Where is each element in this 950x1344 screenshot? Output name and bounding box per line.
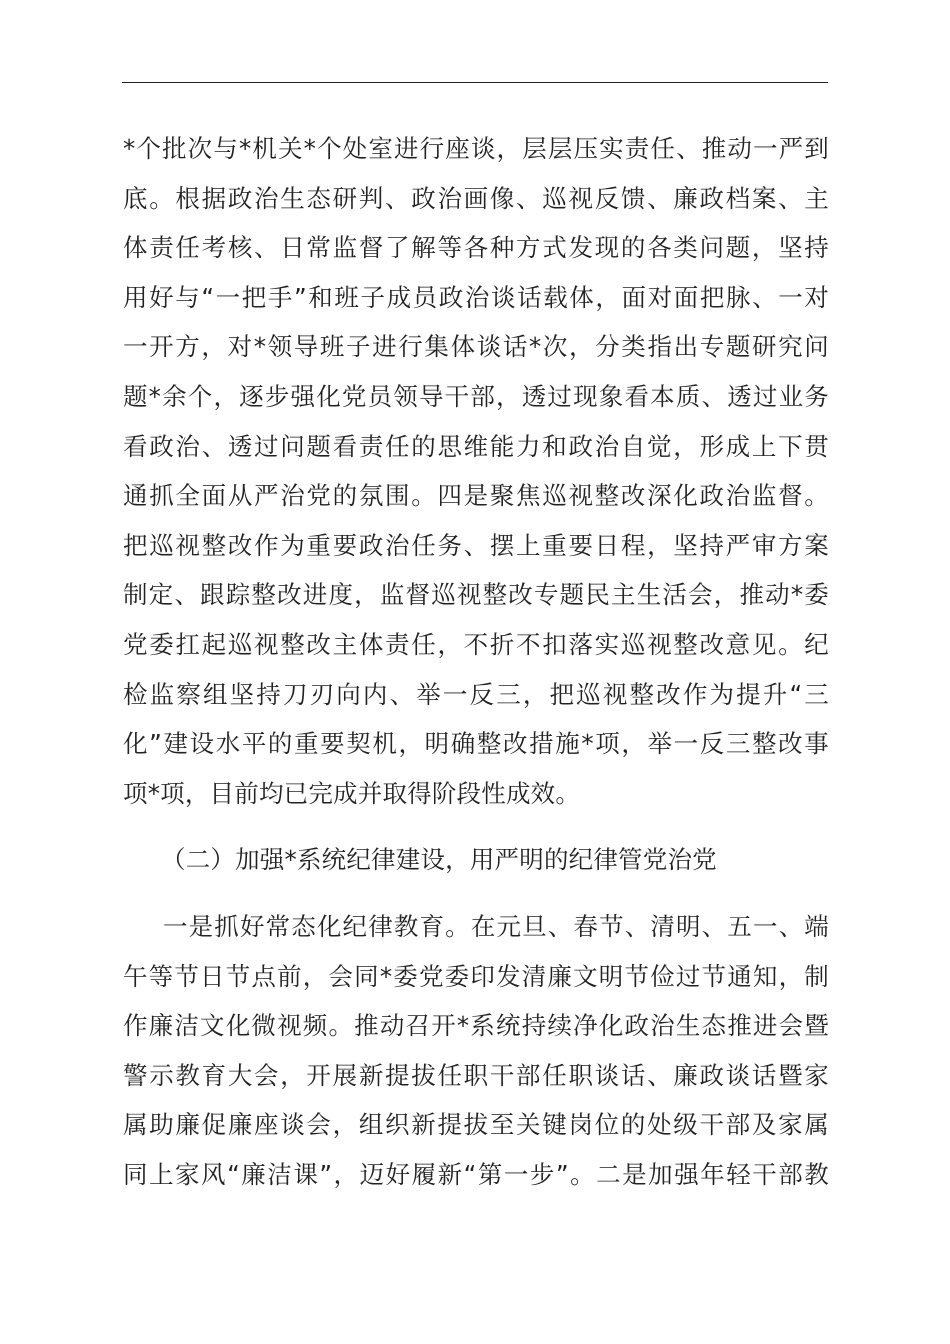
text-line: 一是抓好常态化纪律教育。在元旦、春节、清明、五一、端 — [163, 911, 829, 941]
text-line: *个批次与*机关*个处室进行座谈，层层压实责任、推动一严到 — [123, 134, 829, 163]
text-line: 检监察组坚持刀刃向内、举一反三，把巡视整改作为提升“三 — [123, 679, 829, 709]
paragraph-gap — [123, 818, 829, 835]
text-line: 一开方，对*领导班子进行集体谈话*次，分类指出专题研究问 — [123, 332, 829, 362]
text-line: 题*余个，逐步强化党员领导干部，透过现象看本质、透过业务 — [123, 381, 829, 411]
text-line: 化”建设水平的重要契机，明确整改措施*项，举一反三整改事 — [123, 729, 829, 759]
text-line: 用好与“一把手”和班子成员政治谈话载体，面对面把脉、一对 — [123, 282, 829, 312]
text-line: 底。根据政治生态研判、政治画像、巡视反馈、廉政档案、主 — [123, 183, 829, 213]
text-line: 属助廉促廉座谈会，组织新提拔至关键岗位的处级干部及家属 — [123, 1110, 829, 1140]
section-heading: （二）加强*系统纪律建设，用严明的纪律管党治党 — [161, 845, 717, 875]
paragraph-gap — [123, 885, 829, 902]
text-line: 看政治、透过问题看责任的思维能力和政治自觉，形成上下贯 — [123, 431, 829, 461]
text-line: 同上家风“廉洁课”，迈好履新“第一步”。二是加强年轻干部教 — [123, 1159, 829, 1189]
text-line: 通抓全面从严治党的氛围。四是聚焦巡视整改深化政治监督。 — [123, 481, 829, 511]
text-line: 项*项，目前均已完成并取得阶段性成效。 — [123, 778, 581, 808]
text-line: 作廉洁文化微视频。推动召开*系统持续净化政治生态推进会暨 — [123, 1011, 829, 1041]
header-rule — [122, 82, 828, 83]
text-line: 午等节日节点前，会同*委党委印发清廉文明节俭过节通知，制 — [123, 961, 829, 991]
text-line: 把巡视整改作为重要政治任务、摆上重要日程，坚持严审方案 — [123, 530, 829, 560]
text-line: 制定、跟踪整改进度，监督巡视整改专题民主生活会，推动*委 — [123, 580, 829, 610]
text-line: 党委扛起巡视整改主体责任，不折不扣落实巡视整改意见。纪 — [123, 629, 829, 659]
text-line: 警示教育大会，开展新提拔任职干部任职谈话、廉政谈话暨家 — [123, 1060, 829, 1090]
text-line: 体责任考核、日常监督了解等各种方式发现的各类问题，坚持 — [123, 233, 829, 263]
body-text — [123, 124, 829, 1199]
